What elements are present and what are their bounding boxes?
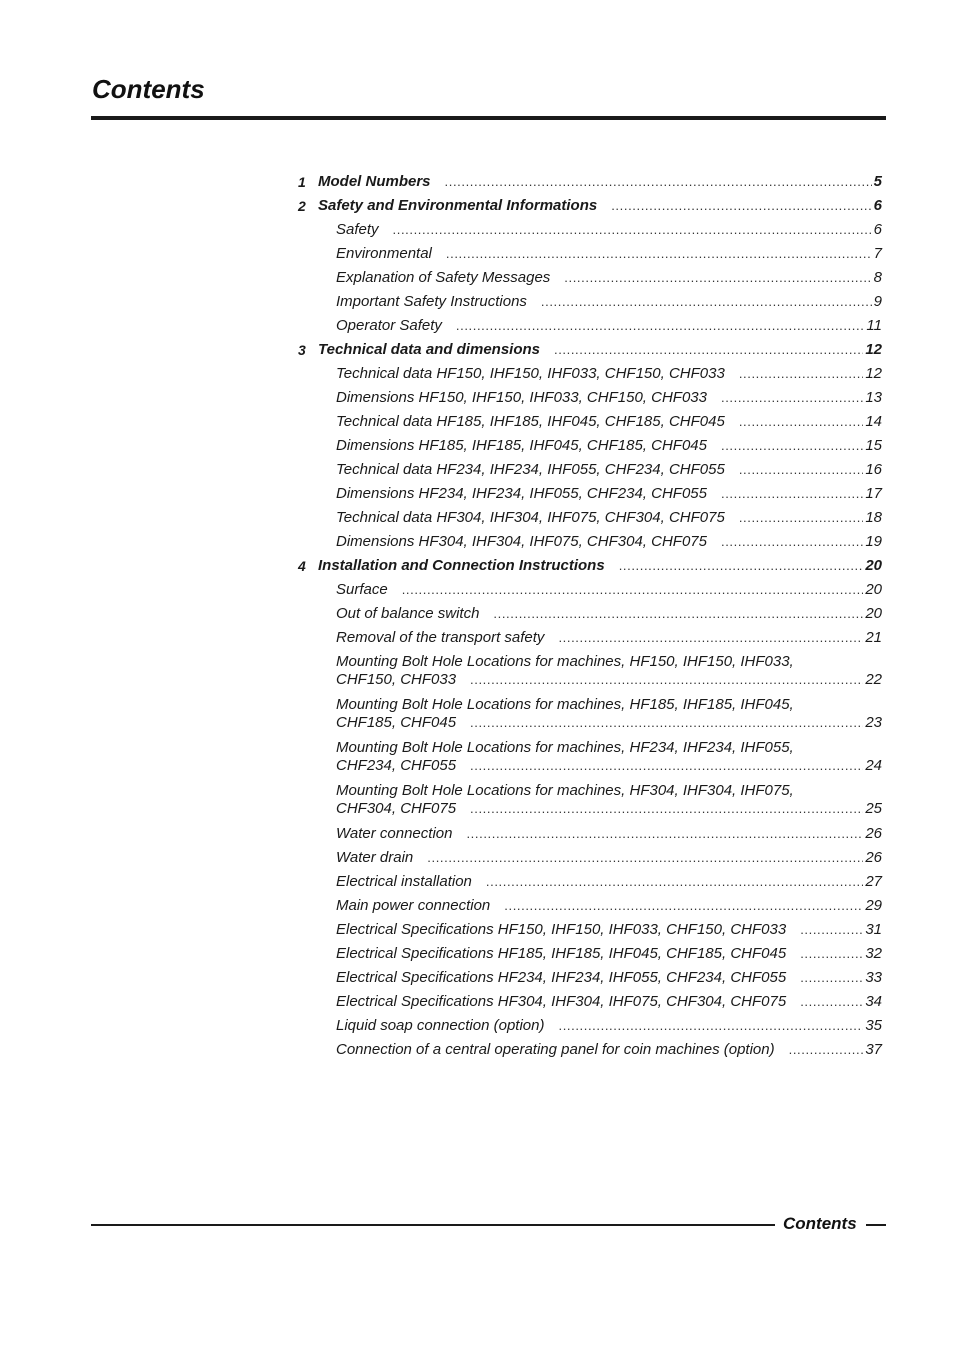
toc-section-entry[interactable] <box>298 461 882 485</box>
dot-leader <box>721 437 863 455</box>
toc-section-entry[interactable] <box>298 437 882 461</box>
dot-leader <box>739 509 864 527</box>
toc-entry-body <box>336 413 882 431</box>
dot-leader <box>558 1017 863 1035</box>
dot-leader <box>486 873 863 891</box>
toc-entry-body <box>336 897 882 915</box>
toc-entry-title: Technical data HF185, IHF185, IHF045, CHF185, CHF045 <box>336 413 725 430</box>
toc-entry-title-continued: CHF185, CHF045 <box>336 714 457 731</box>
toc-section-entry[interactable] <box>298 629 882 653</box>
dot-leader <box>456 317 865 335</box>
toc-entry-title: Mounting Bolt Hole Locations for machines, HF304, IHF304, IHF075, <box>336 782 794 799</box>
dot-leader <box>739 413 864 431</box>
toc-section-entry[interactable] <box>298 533 882 557</box>
dot-leader <box>558 629 863 647</box>
title-divider <box>91 116 886 120</box>
dot-leader <box>445 173 872 191</box>
toc-section-entry[interactable] <box>298 921 882 945</box>
dot-leader <box>800 921 863 939</box>
toc-entry-body <box>336 245 882 263</box>
toc-entry-body <box>336 269 882 287</box>
toc-page-number: 11 <box>866 317 882 334</box>
toc-entry-title-continued: CHF234, CHF055 <box>336 757 457 774</box>
toc-entry-title: Important Safety Instructions <box>336 293 527 310</box>
toc-entry-body <box>336 605 882 623</box>
toc-page-number: 32 <box>865 945 882 962</box>
dot-leader <box>470 800 863 818</box>
toc-entry-line2 <box>336 800 882 818</box>
toc-entry-title: Technical data HF304, IHF304, IHF075, CHF304, CHF075 <box>336 509 725 526</box>
toc-entry-body <box>336 945 882 963</box>
toc-entry-title: Electrical Specifications HF150, IHF150, IHF033, CHF150, CHF033 <box>336 921 787 938</box>
table-of-contents <box>298 173 882 1065</box>
toc-page-number: 20 <box>865 605 882 622</box>
toc-entry-title: Dimensions HF150, IHF150, IHF033, CHF150, CHF033 <box>336 389 707 406</box>
toc-chapter-entry[interactable] <box>298 341 882 365</box>
toc-page-number: 35 <box>865 1017 882 1034</box>
dot-leader <box>470 757 863 775</box>
toc-section-entry[interactable] <box>298 365 882 389</box>
toc-chapter-number: 1 <box>298 174 306 190</box>
toc-section-entry[interactable] <box>298 293 882 317</box>
toc-entry-title: Electrical Specifications HF185, IHF185, IHF045, CHF185, CHF045 <box>336 945 787 962</box>
toc-entry-title-continued: CHF304, CHF075 <box>336 800 457 817</box>
toc-entry-body <box>336 389 882 407</box>
toc-entry-body <box>336 653 882 689</box>
footer-divider-left <box>91 1224 775 1226</box>
toc-section-entry[interactable] <box>298 897 882 921</box>
dot-leader <box>393 221 872 239</box>
toc-entry-title: Explanation of Safety Messages <box>336 269 551 286</box>
toc-entry-title: Dimensions HF185, IHF185, IHF045, CHF185, CHF045 <box>336 437 707 454</box>
toc-entry-title: Operator Safety <box>336 317 442 334</box>
toc-page-number: 26 <box>865 825 882 842</box>
dot-leader <box>611 197 871 215</box>
toc-entry-title: Safety <box>336 221 379 238</box>
toc-entry-body <box>336 993 882 1011</box>
toc-entry-title: Liquid soap connection (option) <box>336 1017 545 1034</box>
toc-page-number: 19 <box>865 533 882 550</box>
toc-entry-body <box>336 437 882 455</box>
dot-leader <box>619 557 864 575</box>
toc-entry-title: Environmental <box>336 245 432 262</box>
toc-entry-title: Mounting Bolt Hole Locations for machines, HF150, IHF150, IHF033, <box>336 653 794 670</box>
toc-entry-title: Water drain <box>336 849 414 866</box>
toc-entry-body <box>336 317 882 335</box>
toc-entry-body <box>336 696 882 732</box>
toc-section-entry[interactable] <box>298 825 882 849</box>
toc-entry-title: Dimensions HF304, IHF304, IHF075, CHF304, CHF075 <box>336 533 707 550</box>
dot-leader <box>721 533 863 551</box>
toc-entry-body <box>336 782 882 818</box>
dot-leader <box>721 389 863 407</box>
dot-leader <box>564 269 871 287</box>
toc-chapter-entry[interactable] <box>298 557 882 581</box>
toc-entry-body <box>336 825 882 843</box>
toc-section-entry[interactable] <box>298 581 882 605</box>
toc-page-number: 6 <box>873 197 882 214</box>
footer-label: Contents <box>783 1214 857 1233</box>
dot-leader <box>504 897 863 915</box>
dot-leader <box>739 461 864 479</box>
dot-leader <box>800 945 863 963</box>
toc-section-entry[interactable] <box>298 245 882 269</box>
dot-leader <box>493 605 863 623</box>
toc-entry-body <box>336 849 882 867</box>
toc-entry-body <box>336 485 882 503</box>
toc-page-number: 37 <box>865 1041 882 1058</box>
toc-entry-body <box>336 581 882 599</box>
toc-entry-title: Connection of a central operating panel for coin machines (option) <box>336 1041 775 1058</box>
toc-page-number: 20 <box>865 557 882 574</box>
toc-entry-body <box>318 197 882 215</box>
toc-section-entry[interactable] <box>298 653 882 696</box>
toc-entry-body <box>336 533 882 551</box>
toc-entry-title: Main power connection <box>336 897 491 914</box>
toc-page-number: 7 <box>873 245 882 262</box>
toc-entry-title: Technical data HF150, IHF150, IHF033, CHF150, CHF033 <box>336 365 725 382</box>
toc-section-entry[interactable] <box>298 696 882 739</box>
toc-page-number: 16 <box>865 461 882 478</box>
toc-entry-title: Water connection <box>336 825 453 842</box>
toc-page-number: 21 <box>865 629 882 646</box>
dot-leader <box>402 581 864 599</box>
toc-page-number: 13 <box>865 389 882 406</box>
toc-section-entry[interactable] <box>298 945 882 969</box>
toc-entry-line2 <box>336 757 882 775</box>
toc-page-number: 9 <box>873 293 882 310</box>
toc-page-number: 12 <box>865 365 882 382</box>
toc-page-number: 6 <box>873 221 882 238</box>
dot-leader <box>427 849 863 867</box>
toc-page-number: 15 <box>865 437 882 454</box>
toc-chapter-entry[interactable] <box>298 197 882 221</box>
toc-section-entry[interactable] <box>298 739 882 782</box>
dot-leader <box>466 825 863 843</box>
toc-entry-title: Mounting Bolt Hole Locations for machines, HF185, IHF185, IHF045, <box>336 696 794 713</box>
toc-section-entry[interactable] <box>298 269 882 293</box>
toc-entry-body <box>336 1041 882 1059</box>
toc-entry-title: Surface <box>336 581 388 598</box>
toc-entry-body <box>318 173 882 191</box>
toc-entry-body <box>336 873 882 891</box>
toc-section-entry[interactable] <box>298 509 882 533</box>
toc-page-number: 12 <box>865 341 882 358</box>
toc-entry-line2 <box>336 671 882 689</box>
toc-page-number: 17 <box>865 485 882 502</box>
toc-page-number: 23 <box>865 714 882 731</box>
toc-entry-body <box>336 1017 882 1035</box>
toc-section-entry[interactable] <box>298 849 882 873</box>
toc-section-entry[interactable] <box>298 1041 882 1065</box>
toc-page-number: 18 <box>865 509 882 526</box>
toc-chapter-entry[interactable] <box>298 173 882 197</box>
toc-page-number: 33 <box>865 969 882 986</box>
toc-entry-body <box>336 509 882 527</box>
toc-entry-line2 <box>336 714 882 732</box>
toc-entry-title: Technical data HF234, IHF234, IHF055, CHF234, CHF055 <box>336 461 725 478</box>
toc-section-entry[interactable] <box>298 969 882 993</box>
dot-leader <box>446 245 872 263</box>
toc-chapter-number: 4 <box>298 558 306 574</box>
toc-section-entry[interactable] <box>298 221 882 245</box>
toc-entry-body <box>336 221 882 239</box>
toc-entry-body <box>336 293 882 311</box>
dot-leader <box>789 1041 864 1059</box>
toc-chapter-number: 2 <box>298 198 306 214</box>
toc-section-entry[interactable] <box>298 1017 882 1041</box>
toc-entry-title: Dimensions HF234, IHF234, IHF055, CHF234, CHF055 <box>336 485 707 502</box>
toc-page-number: 31 <box>865 921 882 938</box>
toc-entry-title: Safety and Environmental Informations <box>318 197 598 214</box>
dot-leader <box>721 485 863 503</box>
dot-leader <box>541 293 872 311</box>
dot-leader <box>470 671 863 689</box>
toc-section-entry[interactable] <box>298 485 882 509</box>
toc-entry-body <box>318 557 882 575</box>
toc-page-number: 29 <box>865 897 882 914</box>
toc-entry-title: Out of balance switch <box>336 605 480 622</box>
toc-section-entry[interactable] <box>298 993 882 1017</box>
toc-entry-body <box>336 461 882 479</box>
toc-entry-title: Electrical Specifications HF304, IHF304, IHF075, CHF304, CHF075 <box>336 993 787 1010</box>
toc-page-number: 27 <box>865 873 882 890</box>
toc-entry-body <box>336 365 882 383</box>
toc-page-number: 25 <box>865 800 882 817</box>
toc-section-entry[interactable] <box>298 605 882 629</box>
toc-entry-body <box>336 629 882 647</box>
toc-page-number: 34 <box>865 993 882 1010</box>
dot-leader <box>554 341 863 359</box>
toc-entry-body <box>336 921 882 939</box>
dot-leader <box>800 969 863 987</box>
toc-entry-body <box>318 341 882 359</box>
toc-page-number: 8 <box>873 269 882 286</box>
toc-entry-title: Installation and Connection Instructions <box>318 557 605 574</box>
toc-page-number: 22 <box>865 671 882 688</box>
dot-leader <box>739 365 864 383</box>
toc-entry-title: Electrical installation <box>336 873 472 890</box>
toc-entry-body <box>336 969 882 987</box>
toc-page-number: 5 <box>873 173 882 190</box>
toc-section-entry[interactable] <box>298 782 882 825</box>
toc-entry-title: Model Numbers <box>318 173 431 190</box>
toc-entry-title: Removal of the transport safety <box>336 629 545 646</box>
toc-page-number: 14 <box>865 413 882 430</box>
toc-page-number: 24 <box>865 757 882 774</box>
toc-entry-title: Technical data and dimensions <box>318 341 540 358</box>
dot-leader <box>800 993 863 1011</box>
toc-section-entry[interactable] <box>298 873 882 897</box>
toc-chapter-number: 3 <box>298 342 306 358</box>
toc-entry-title: Electrical Specifications HF234, IHF234, IHF055, CHF234, CHF055 <box>336 969 787 986</box>
toc-section-entry[interactable] <box>298 413 882 437</box>
footer-divider-right <box>866 1224 886 1226</box>
toc-page-number: 26 <box>865 849 882 866</box>
page-title: Contents <box>92 74 205 104</box>
toc-entry-title-continued: CHF150, CHF033 <box>336 671 457 688</box>
toc-entry-title: Mounting Bolt Hole Locations for machines, HF234, IHF234, IHF055, <box>336 739 794 756</box>
toc-entry-body <box>336 739 882 775</box>
dot-leader <box>470 714 863 732</box>
toc-page-number: 20 <box>865 581 882 598</box>
toc-section-entry[interactable] <box>298 389 882 413</box>
toc-section-entry[interactable] <box>298 317 882 341</box>
